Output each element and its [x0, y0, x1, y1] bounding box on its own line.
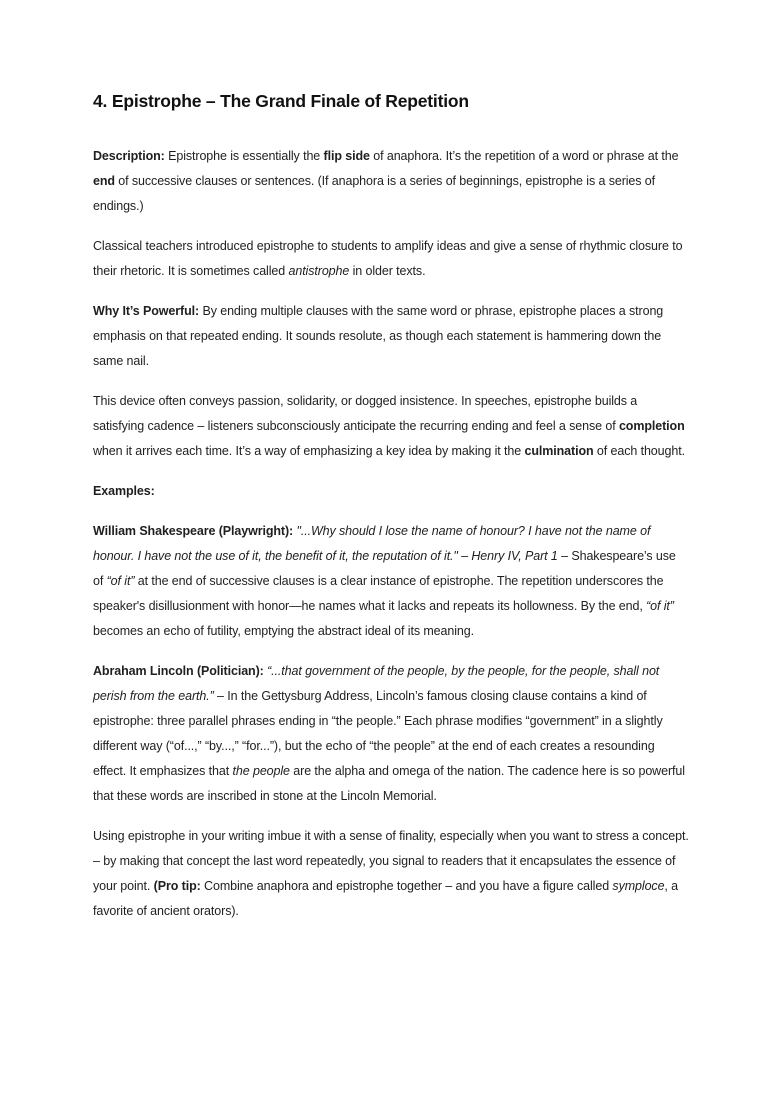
text-run: (Pro tip:: [153, 879, 201, 893]
text-run: at the end of successive clauses is a clear instance of epistrophe. The repetition underscores the speaker's disillusionment with honor—he names what it lacks and repeats its hollowness. By the end,: [93, 574, 664, 613]
text-run: "...Why should I lose the name of honour? I have not the name of honour. I have not the use of it, the benefit of it, the reputation of it." – Henry IV, Part 1: [93, 524, 651, 563]
document-body: [93, 144, 689, 924]
paragraph: [93, 659, 689, 809]
text-run: – Shakespeare’s use of: [93, 549, 676, 588]
text-run: – In the Gettysburg Address, Lincoln’s famous closing clause contains a kind of epistrophe: three parallel phrases ending in “the people.” Each phrase modifies “government” in a slightly different way (“of...,” “by...,” “for...”), but the echo of “the people” at the end of each creates a resounding effect. It emphasizes that: [93, 689, 663, 778]
text-run: end: [93, 174, 115, 188]
paragraph: [93, 144, 689, 219]
text-run: antistrophe: [288, 264, 350, 278]
text-run: Epistrophe is essentially the: [164, 149, 324, 163]
text-run: Classical teachers introduced epistrophe to students to amplify ideas and give a sense of rhythmic closure to their rhetoric. It is sometimes called: [93, 239, 683, 278]
paragraph: [93, 519, 689, 644]
text-run: , a favorite of ancient orators).: [93, 879, 679, 918]
text-run: Combine anaphora and epistrophe together – and you have a figure called: [200, 879, 613, 893]
text-run: “of it”: [646, 599, 674, 613]
text-run: “...that government of the people, by the people, for the people, shall not perish from the earth.”: [93, 664, 660, 703]
text-run: William Shakespeare (Playwright):: [93, 524, 294, 538]
document-page: [93, 90, 689, 924]
paragraph: [93, 389, 689, 464]
text-run: are the alpha and omega of the nation. The cadence here is so powerful that these words are inscribed in stone at the Lincoln Memorial.: [93, 764, 685, 803]
text-run: of anaphora. It’s the repetition of a word or phrase at the: [369, 149, 679, 163]
text-run: of successive clauses or sentences. (If anaphora is a series of beginnings, epistrophe is a series of endings.): [93, 174, 656, 213]
paragraph: [93, 479, 689, 504]
text-run: when it arrives each time. It’s a way of emphasizing a key idea by making it the: [93, 444, 525, 458]
text-run: Why It’s Powerful:: [93, 304, 200, 318]
text-run: symploce: [612, 879, 665, 893]
text-run: completion: [618, 419, 685, 433]
text-run: Examples:: [93, 484, 155, 498]
text-run: of each thought.: [593, 444, 685, 458]
text-run: By ending multiple clauses with the same word or phrase, epistrophe places a strong emphasis on that repeated ending. It sounds resolute, as though each statement is hammering down the same nail.: [93, 304, 664, 368]
paragraph: [93, 234, 689, 284]
paragraph: [93, 299, 689, 374]
text-run: Using epistrophe in your writing imbue it with a sense of finality, especially when you want to stress a concept. – by making that concept the last word repeatedly, you signal to readers that it encapsulates the essence of your point.: [93, 829, 689, 893]
text-run: in older texts.: [349, 264, 426, 278]
text-run: the people: [232, 764, 290, 778]
text-run: becomes an echo of futility, emptying the abstract ideal of its meaning.: [93, 624, 474, 638]
document-heading: 4. Epistrophe – The Grand Finale of Repetition: [93, 91, 469, 111]
text-run: This device often conveys passion, solidarity, or dogged insistence. In speeches, epistrophe builds a satisfying cadence – listeners subconsciously anticipate the recurring ending and feel a sense of: [93, 394, 638, 433]
text-run: Abraham Lincoln (Politician):: [93, 664, 264, 678]
paragraph: [93, 824, 689, 924]
text-run: flip side: [323, 149, 370, 163]
text-run: “of it”: [106, 574, 135, 588]
text-run: Description:: [93, 149, 165, 163]
text-run: culmination: [524, 444, 594, 458]
